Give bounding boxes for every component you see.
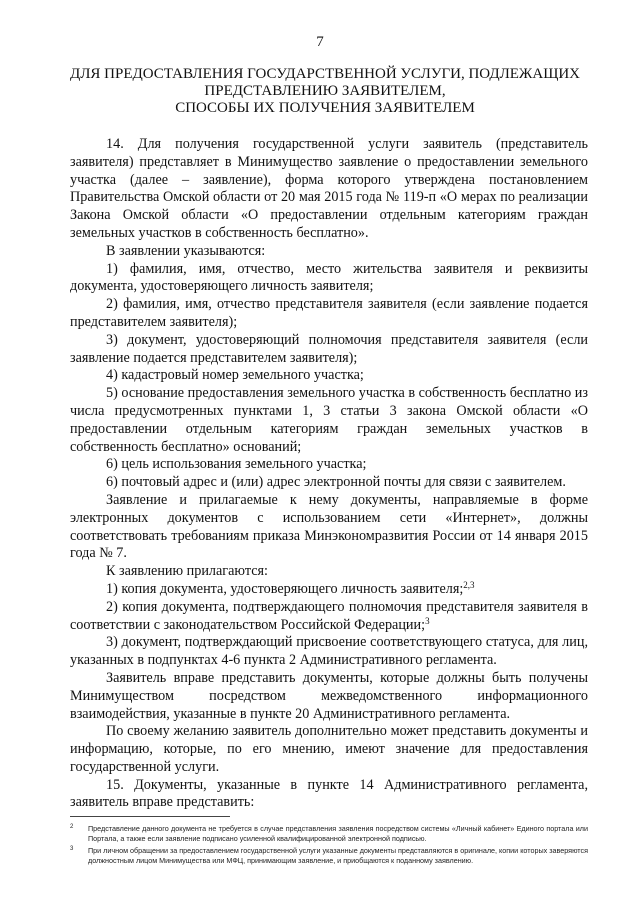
footnote	[70, 846, 588, 866]
paragraph-15: 15. Документы, указанные в пункте 14 Административного регламента, заявитель вправе представить:	[70, 776, 588, 811]
list-item-text: 1) копия документа, удостоверяющего личность заявителя;	[106, 580, 464, 597]
footnote-divider	[70, 816, 230, 817]
list-item	[70, 581, 588, 599]
footnote	[70, 824, 588, 844]
paragraph: К заявлению прилагаются:	[106, 563, 268, 580]
heading-line: ДЛЯ ПРЕДОСТАВЛЕНИЯ ГОСУДАРСТВЕННОЙ УСЛУГИ, ПОДЛЕЖАЩИХ	[69, 66, 581, 82]
paragraph: По своему желанию заявитель дополнительно может представить документы и информацию, которые, по его мнению, имеют значение для предоставления государственной услуги.	[70, 723, 588, 775]
section-heading	[60, 66, 590, 117]
footnote-mark: 2	[70, 824, 74, 830]
footnote-mark: 3	[70, 846, 74, 852]
list-item: 3) документ, подтверждающий присвоение соответствующего статуса, для лиц, указанных в подпунктах 4-6 пункта 2 Административного регламента.	[70, 634, 588, 669]
paragraph: Заявитель вправе представить документы, которые должны быть получены Минимуществом посредством межведомственного информационного взаимодействия, указанные в пункте 20 Административного регламента.	[70, 669, 588, 722]
heading-line: СПОСОБЫ ИХ ПОЛУЧЕНИЯ ЗАЯВИТЕЛЕМ	[175, 100, 475, 116]
document-body	[70, 136, 588, 812]
list-item: 2) фамилия, имя, отчество представителя заявителя (если заявление подается представителем заявителя);	[70, 296, 588, 330]
heading-line: ПРЕДСТАВЛЕНИЮ ЗАЯВИТЕЛЕМ,	[204, 83, 446, 99]
list-item: 3) документ, удостоверяющий полномочия представителя заявителя (если заявление подается представителем заявителя);	[70, 331, 588, 366]
list-item: 5) основание предоставления земельного участка в собственность бесплатно из числа предусмотренных пунктами 1, 3 статьи 3 закона Омской области «О предоставлении отдельным категориям граждан земельных участков в собственность бесплатно» оснований;	[70, 385, 588, 455]
paragraph: Заявление и прилагаемые к нему документы, направляемые в форме электронных документов с использованием сети «Интернет», должны соответствовать требованиям приказа Минэкономразвития России от 14 января 2015 года № 7.	[70, 491, 588, 562]
footnote-ref: 2,3	[463, 579, 475, 590]
paragraph-14: 14. Для получения государственной услуги заявитель (представитель заявителя) представляет в Минимущество заявление о предоставлении земельного участка (далее – заявление), форма которого утверждена постановлением Правительства Омской области от 20 мая 2015 года № 119-п «О мерах по реализации Закона Омской области «О предоставлении отдельным категориям граждан земельных участков в собственность бесплатно».	[70, 136, 588, 241]
footnote-ref: 3	[425, 615, 430, 626]
list-item	[70, 599, 588, 635]
list-item-text: 2) копия документа, подтверждающего полномочия представителя заявителя в соответствии с законодательством Российской Федерации;	[70, 598, 588, 633]
list-item: 1) фамилия, имя, отчество, место жительства заявителя и реквизиты документа, удостоверяющего личность заявителя;	[70, 260, 588, 295]
paragraph: В заявлении указываются:	[106, 242, 266, 259]
footnote-text: При личном обращении за предоставлением государственной услуги указанные документы представляются в оригинале, копии которых заверяются должностным лицом Минимущества или МФЦ, принимающим заявление, и приобщаются к поданному заявлению.	[88, 846, 588, 865]
page-number: 7	[316, 34, 324, 50]
footnote-text: Представление данного документа не требуется в случае представления заявления посредством системы «Личный кабинет» Единого портала или Портала, а также если заявление подписано усиленной квалифицированной электронной подписью.	[88, 824, 588, 843]
list-item: 4) кадастровый номер земельного участка;	[106, 367, 364, 384]
footnotes	[70, 824, 588, 868]
list-item: 6) цель использования земельного участка;	[106, 456, 367, 473]
list-item: 6) почтовый адрес и (или) адрес электронной почты для связи с заявителем.	[106, 474, 566, 491]
